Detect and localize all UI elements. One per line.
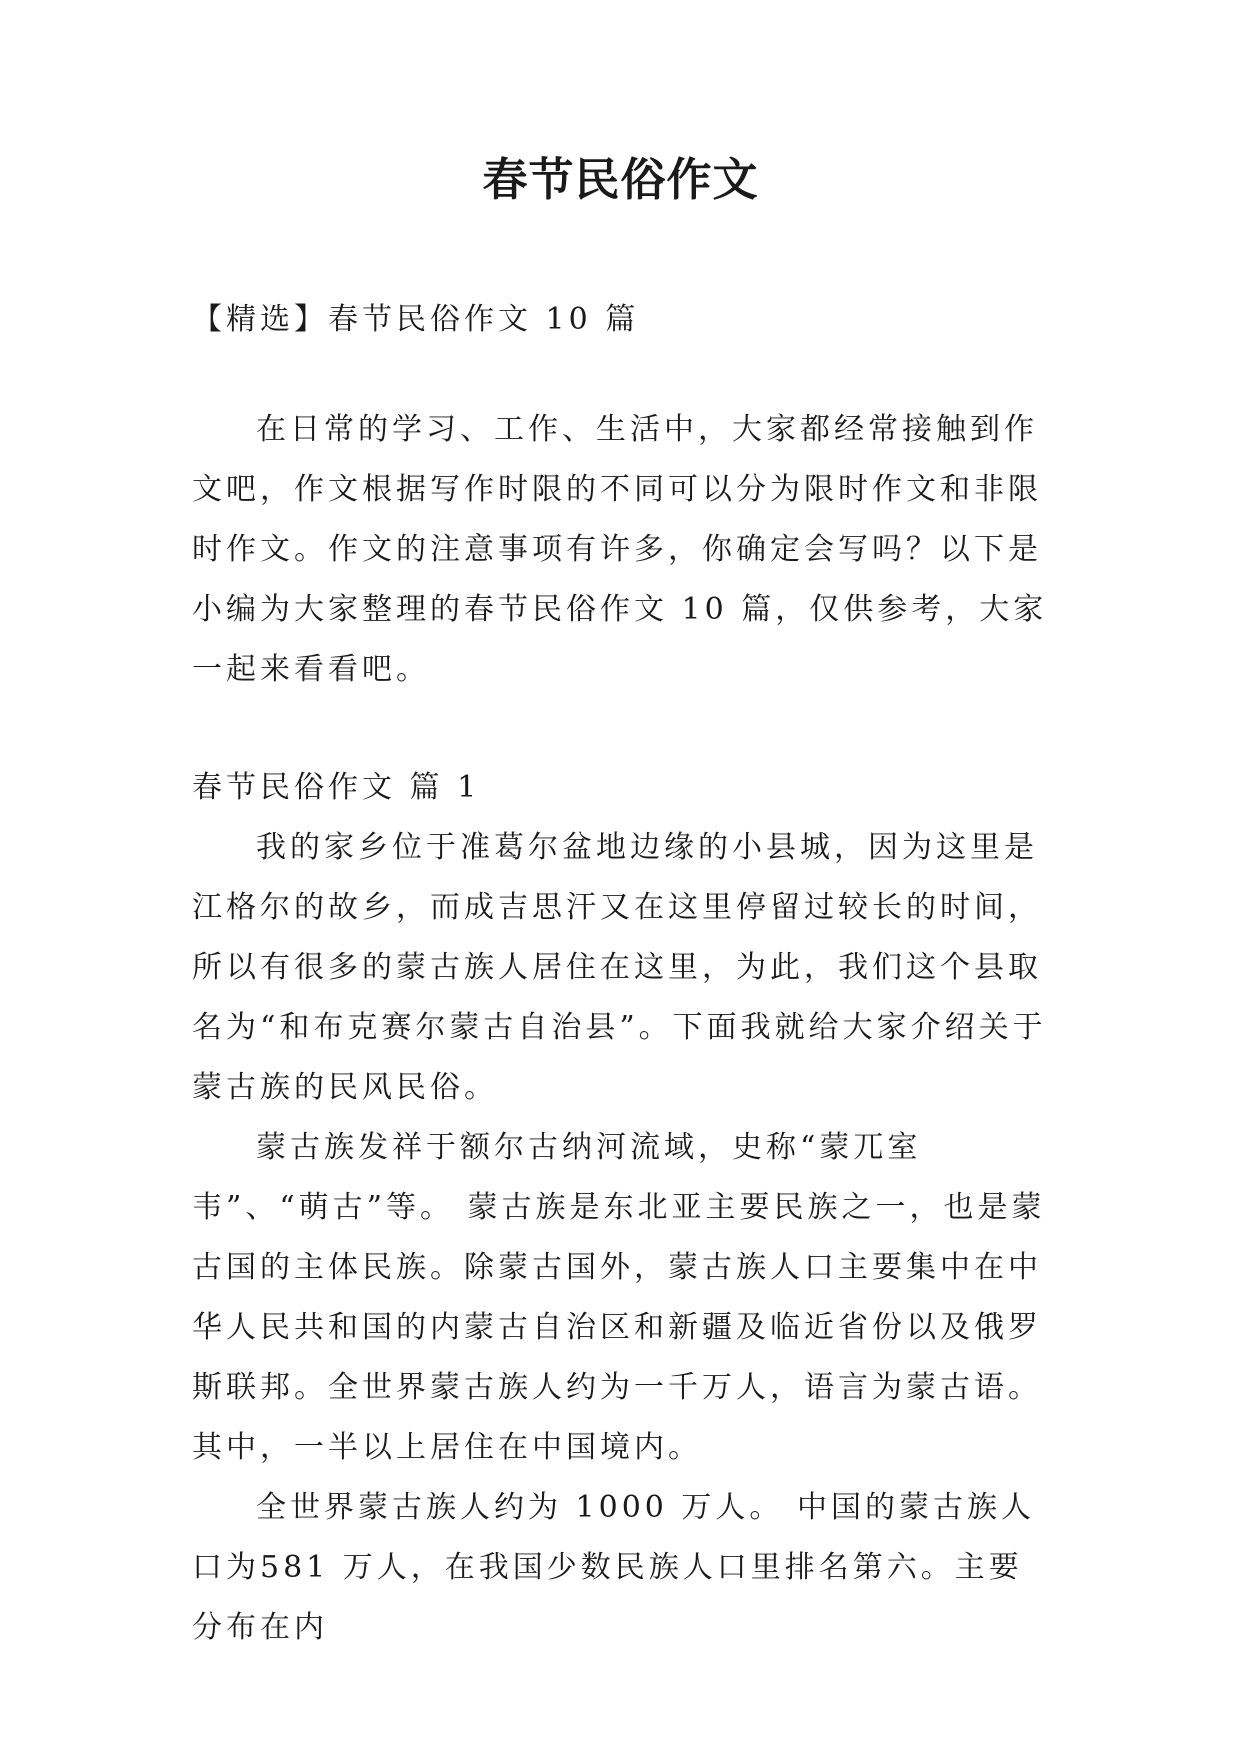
document-subtitle: 【精选】春节民俗作文 10 篇 bbox=[192, 302, 640, 337]
paragraph: 全世界蒙古族人约为 1000 万人。 中国的蒙古族人口为581 万人，在我国少数民族人口里排名第六。主要分布在内 bbox=[192, 1490, 1035, 1645]
section-heading: 春节民俗作文 篇 1 bbox=[192, 770, 481, 805]
document-title: 春节民俗作文 bbox=[482, 153, 759, 206]
intro-paragraph: 在日常的学习、工作、生活中，大家都经常接触到作文吧，作文根据写作时限的不同可以分为限时作文和非限时作文。作文的注意事项有许多，你确定会写吗？以下是小编为大家整理的春节民俗作文 10 篇，仅供参考，大家一起来看看吧。 bbox=[192, 412, 1048, 687]
section-body bbox=[192, 818, 1056, 1658]
paragraph: 我的家乡位于准葛尔盆地边缘的小县城，因为这里是江格尔的故乡，而成吉思汗又在这里停留过较长的时间，所以有很多的蒙古族人居住在这里，为此，我们这个县取名为“和布克赛尔蒙古自治县”。下面我就给大家介绍关于蒙古族的民风民俗。 bbox=[192, 830, 1047, 1105]
paragraph: 蒙古族发祥于额尔古纳河流域，史称“蒙兀室韦”、“萌古”等。 蒙古族是东北亚主要民族之一，也是蒙古国的主体民族。除蒙古国外，蒙古族人口主要集中在中华人民共和国的内蒙古自治区和新疆及临近省份以及俄罗斯联邦。全世界蒙古族人约为一千万人，语言为蒙古语。其中，一半以上居住在中国境内。 bbox=[192, 1130, 1046, 1465]
